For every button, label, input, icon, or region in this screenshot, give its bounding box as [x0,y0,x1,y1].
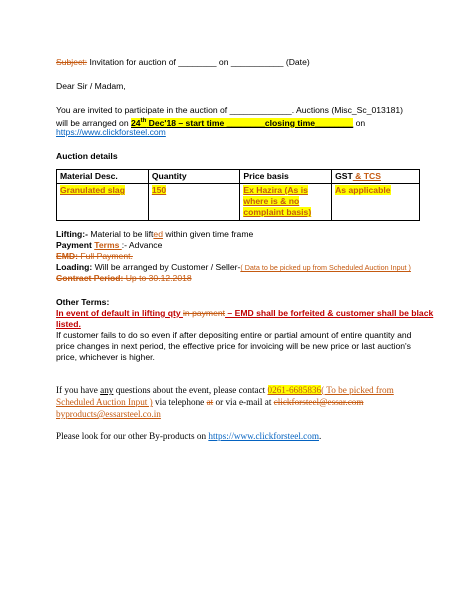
contact-email-old: clickforsteel@essar.com [273,397,364,407]
closing-link[interactable]: https://www.clickforsteel.com [208,431,319,441]
loading-note: ( Data to be picked up from Scheduled Auction Input ) [240,263,411,272]
payment-label: Payment [56,240,95,250]
cell-quantity [148,184,240,221]
auction-table [56,169,420,221]
loading-text: Will be arranged by Customer / Seller- [92,262,241,272]
emd-line [56,251,133,262]
lifting-label: Lifting:- [56,229,88,239]
intro-prefix: will be arranged on [56,117,132,128]
contact-line-1 [56,385,394,396]
date-rest: Dec'18 – start time ________closing time________ [146,117,354,128]
contact-note-2: Scheduled Auction Input ) [56,397,153,407]
default-line-2 [56,319,81,330]
contact-line-3 [56,409,161,420]
intro-suffix: on [353,117,366,128]
date-sup: th [140,118,147,124]
header-material: Material Desc. [57,170,149,184]
contact-note-1: ( To be picked from [321,385,394,395]
header-quantity: Quantity [148,170,240,184]
clickforsteel-link[interactable]: https://www.clickforsteel.com [56,127,166,137]
cell-gst [332,184,420,221]
contract-line [56,273,192,284]
fail-para-3: price, whichever is higher. [56,352,155,362]
contact-phone: 0261-6685836 [267,385,322,395]
intro-line-1: You are invited to participate in the auction of _____________. Auctions (Misc_Sc_013181) [56,105,404,115]
fail-para-2: price changes in next period, the effective price for invoicing will be new price or last auction's [56,341,411,351]
cell-price-basis [240,184,332,221]
default-text-a: In event of default in lifting qty [56,308,183,318]
emd-label: EMD: [56,251,78,261]
subject-text: Invitation for auction of ________ on ___________ (Date) [87,57,310,67]
gst-value: As applicable [335,185,391,195]
closing-text: Please look for our other By-products on [56,431,209,441]
header-gst-label: GST [335,171,353,181]
contract-text: Up to 30.12.2018 [123,273,192,283]
default-text-c: listed. [56,319,81,329]
payment-text: :- Advance [121,240,163,250]
payment-line [56,240,162,251]
payment-terms: Terms [94,240,122,250]
contact-line-2 [56,397,364,408]
header-price-basis: Price basis [240,170,332,184]
material-value: Granulated slag [60,185,125,195]
other-terms-title: Other Terms: [56,297,110,307]
emd-text: Full Payment. [77,251,133,261]
table-row [57,184,420,221]
contact-text-d: or via e-mail at [213,397,274,407]
closing-end: . [319,431,322,441]
lifting-line [56,229,253,240]
default-line-1 [56,308,433,319]
contact-text-a: If you have [56,385,101,395]
auction-details-title: Auction details [56,151,118,161]
intro-line-3 [56,127,166,138]
header-gst [332,170,420,184]
contact-at: at [206,397,214,407]
lifting-text-b: ed [153,229,163,239]
header-tcs-label: & TCS [352,171,381,181]
default-text-b: – EMD shall be forfeited & customer shall be black [225,308,434,318]
default-strike: in payment [183,308,226,318]
quantity-value: 150 [151,185,167,195]
contact-any: any [100,385,114,395]
lifting-text-a: Material to be lift [87,229,154,239]
date-day: 24 [131,117,141,128]
loading-label: Loading: [56,262,93,272]
price-basis-value: Ex Hazira (As is where is & no complaint basis) [243,185,312,217]
loading-line [56,262,411,273]
salutation: Dear Sir / Madam, [56,81,126,91]
contract-label: Contract Period: [56,273,124,283]
lifting-text-c: within given time frame [162,229,254,239]
contact-email-new[interactable]: byproducts@essarsteel.co.in [56,409,161,419]
contact-text-c: via telephone [152,397,207,407]
contact-text-b: questions about the event, please contact [113,385,268,395]
subject-line [56,57,310,68]
subject-label: Subject: [56,57,88,67]
closing-line [56,431,321,442]
cell-material [57,184,149,221]
fail-para-1: If customer fails to do so even if after depositing entire or partial amount of entire quantity and [56,330,412,340]
table-header-row [57,170,420,184]
